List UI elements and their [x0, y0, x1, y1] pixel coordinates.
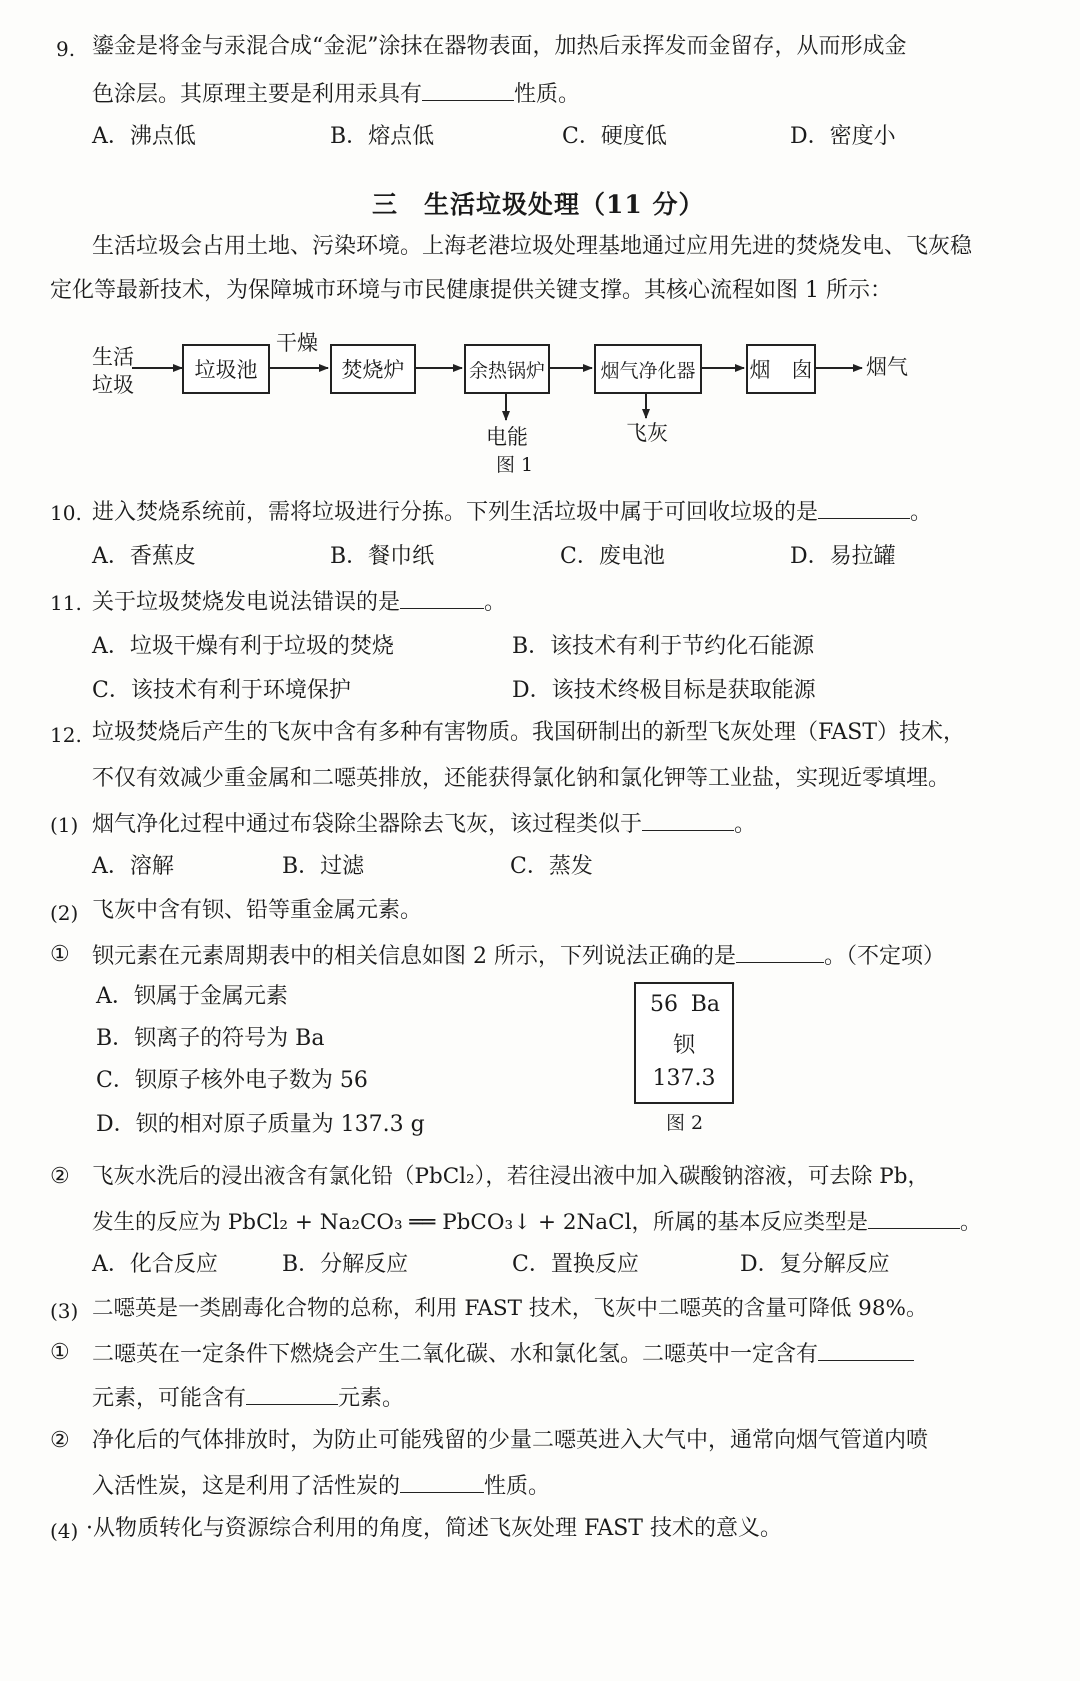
q12-p3-s1-line2: [92, 1382, 404, 1414]
q12-p3-s2-line2: [92, 1470, 550, 1502]
flow-ash-label: 飞灰: [626, 421, 668, 445]
q12-p2-s1-option-d: D．钡的相对原子质量为 137.3 g: [96, 1112, 425, 1137]
q12-p3-s1-line1-text: 二噁英在一定条件下燃烧会产生二氧化碳、水和氯化氢。二噁英中一定含有: [92, 1342, 819, 1367]
q12-p1-option-b: B．过滤: [282, 854, 365, 879]
q10-stem: [92, 496, 932, 528]
flow-box-flue-gas-purifier: 烟气净化器: [594, 344, 702, 394]
q12-p3-s1-line1: [92, 1338, 914, 1370]
flow-output-label: 烟气: [866, 355, 908, 379]
q10-stem-end: 。: [910, 500, 933, 525]
q12-p2-s2-option-d: D．复分解反应: [740, 1252, 890, 1277]
q12-p3-stem: 二噁英是一类剧毒化合物的总称，利用 FAST 技术，飞灰中二噁英的含量可降低 98%。: [92, 1296, 928, 1321]
q9-option-b: B．熔点低: [330, 124, 435, 149]
q12-p2-s1-option-c: C．钡原子核外电子数为 56: [96, 1068, 368, 1093]
q10-answer-blank[interactable]: [818, 496, 910, 519]
q9-line2-text: 色涂层。其原理主要是利用汞具有: [92, 82, 423, 107]
q12-p3-number: (3): [50, 1299, 79, 1323]
q12-p4-stem: ·从物质转化与资源综合利用的角度，简述飞灰处理 FAST 技术的意义。: [86, 1516, 782, 1541]
flow-dry-label: 干燥: [276, 331, 318, 355]
q12-p3-s2-line2-end: 性质。: [484, 1474, 551, 1499]
flow-box-incinerator: 焚烧炉: [330, 344, 416, 394]
q12-p3-s1-blank1[interactable]: [818, 1338, 914, 1361]
q12-p3-s1-blank2[interactable]: [246, 1382, 338, 1405]
q11-option-d: D．该技术终极目标是获取能源: [512, 678, 816, 703]
q9-line2-end: 性质。: [514, 82, 581, 107]
q10-option-a: A．香蕉皮: [92, 544, 196, 569]
q12-p2-s1-option-b: B．钡离子的符号为 Ba: [96, 1026, 325, 1051]
flowchart-arrows: [0, 0, 1080, 480]
q10-stem-text: 进入焚烧系统前，需将垃圾进行分拣。下列生活垃圾中属于可回收垃圾的是: [92, 500, 819, 525]
flow-box-garbage-pit: 垃圾池: [182, 344, 270, 394]
q12-p3-s2-answer-blank[interactable]: [400, 1470, 484, 1493]
q11-option-a: A．垃圾干燥有利于垃圾的焚烧: [92, 634, 394, 659]
q12-p2-s1-number: ①: [50, 942, 70, 967]
element-cell-barium: [634, 982, 734, 1104]
q12-p2-s1-answer-blank[interactable]: [736, 940, 824, 963]
flow-box-waste-heat-boiler: 余热锅炉: [464, 344, 550, 394]
figure1-caption: 图 1: [496, 454, 534, 476]
element-name: 钡: [672, 1033, 695, 1058]
q12-p2-number: (2): [50, 901, 79, 925]
section-intro-line1: 生活垃圾会占用土地、污染环境。上海老港垃圾处理基地通过应用先进的焚烧发电、飞灰稳: [92, 234, 973, 259]
q10-option-c: C．废电池: [560, 544, 665, 569]
figure2-caption: 图 2: [666, 1112, 704, 1134]
q12-line2: 不仅有效减少重金属和二噁英排放，还能获得氯化钠和氯化钾等工业盐，实现近零填埋。: [92, 766, 951, 791]
q12-p2-s2-line2-end: 。: [959, 1210, 982, 1235]
q9-line1: 鎏金是将金与汞混合成“金泥”涂抹在器物表面，加热后汞挥发而金留存，从而形成金: [92, 34, 907, 59]
element-symbol: Ba: [690, 992, 720, 1017]
q12-p2-s1-stem-end: 。（不定项）: [824, 944, 946, 969]
q12-number: 12.: [50, 723, 82, 747]
element-atomic-mass: 137.3: [652, 1066, 716, 1091]
q12-p3-s2-line2-text: 入活性炭，这是利用了活性炭的: [92, 1474, 401, 1499]
flow-input-line2: 垃圾: [92, 373, 134, 397]
flow-box-chimney: 烟 囱: [746, 344, 816, 394]
q10-option-d: D．易拉罐: [790, 544, 896, 569]
q12-p1-stem: [92, 808, 756, 840]
q12-p2-s2-line1: 飞灰水洗后的浸出液含有氯化铅（PbCl₂），若往浸出液中加入碳酸钠溶液，可去除 Pb，: [92, 1164, 929, 1189]
flow-input-line1: 生活: [92, 345, 134, 369]
q12-p3-s1-line2-text: 元素，可能含有: [92, 1386, 247, 1411]
q12-p2-stem: 飞灰中含有钡、铅等重金属元素。: [92, 898, 423, 923]
q12-p2-s1-option-a: A．钡属于金属元素: [96, 984, 288, 1009]
q11-option-c: C．该技术有利于环境保护: [92, 678, 351, 703]
q12-p1-stem-text: 烟气净化过程中通过布袋除尘器除去飞灰，该过程类似于: [92, 812, 643, 837]
q12-p1-stem-end: 。: [734, 812, 757, 837]
q12-p2-s2-answer-blank[interactable]: [868, 1206, 960, 1229]
q12-p2-s1-stem: [92, 940, 945, 972]
flow-power-label: 电能: [486, 425, 528, 449]
q10-number: 10.: [50, 501, 82, 525]
section-intro-line2: 定化等最新技术，为保障城市环境与市民健康提供关键支撑。其核心流程如图 1 所示：: [50, 278, 892, 303]
q12-p4-number: (4): [50, 1519, 79, 1543]
q12-p2-s2-line2: [92, 1206, 981, 1238]
q12-p2-s1-stem-text: 钡元素在元素周期表中的相关信息如图 2 所示，下列说法正确的是: [92, 944, 736, 969]
q12-p3-s2-number: ②: [50, 1428, 70, 1453]
q12-p2-s2-option-b: B．分解反应: [282, 1252, 409, 1277]
q11-answer-blank[interactable]: [400, 586, 484, 609]
q12-p1-option-a: A．溶解: [92, 854, 174, 879]
q11-stem-text: 关于垃圾焚烧发电说法错误的是: [92, 590, 401, 615]
q11-option-b: B．该技术有利于节约化石能源: [512, 634, 815, 659]
q9-option-c: C．硬度低: [562, 124, 667, 149]
q12-p1-answer-blank[interactable]: [642, 808, 734, 831]
q9-option-a: A．沸点低: [92, 124, 196, 149]
q12-p3-s2-line1: 净化后的气体排放时，为防止可能残留的少量二噁英进入大气中，通常向烟气管道内喷: [92, 1428, 929, 1453]
q12-p2-s2-option-a: A．化合反应: [92, 1252, 218, 1277]
q9-option-d: D．密度小: [790, 124, 896, 149]
q10-option-b: B．餐巾纸: [330, 544, 435, 569]
q12-p2-s2-reaction-text: 发生的反应为 PbCl₂ + Na₂CO₃ ══ PbCO₃↓ + 2NaCl，所属的基本反应类型是: [92, 1210, 868, 1235]
section-title: 三 生活垃圾处理（11 分）: [372, 190, 705, 219]
q12-line1: 垃圾焚烧后产生的飞灰中含有多种有害物质。我国研制出的新型飞灰处理（FAST）技术，: [92, 720, 965, 745]
q11-number: 11.: [50, 591, 82, 615]
q9-number: 9.: [56, 37, 76, 61]
q12-p2-s2-number: ②: [50, 1164, 70, 1189]
element-atomic-number: 56: [650, 992, 678, 1017]
q12-p1-option-c: C．蒸发: [510, 854, 593, 879]
q12-p3-s1-line2-end: 元素。: [338, 1386, 405, 1411]
q11-stem: [92, 586, 506, 618]
q12-p1-number: (1): [50, 813, 79, 837]
q12-p2-s2-option-c: C．置换反应: [512, 1252, 639, 1277]
q11-stem-end: 。: [484, 590, 507, 615]
q12-p3-s1-number: ①: [50, 1340, 70, 1365]
